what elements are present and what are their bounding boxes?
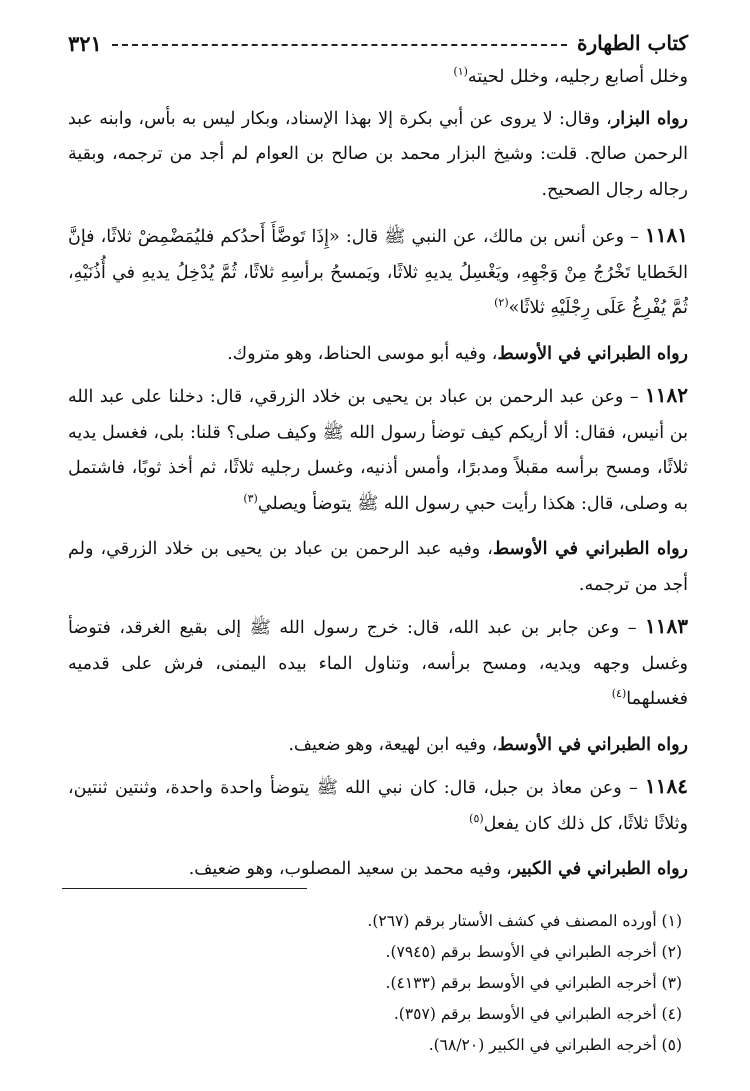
footnote-4: (٤) أخرجه الطبراني في الأوسط برقم (٣٥٧). [393, 1005, 682, 1023]
footnote-2: (٢) أخرجه الطبراني في الأوسط برقم (٧٩٤٥). [385, 943, 682, 961]
hadith-1182 [68, 378, 688, 522]
footnote-ref: (٤) [611, 687, 627, 701]
commentary-text: ، وقال: لا يروى عن أبي بكرة إلا بهذا الإسناد، وبكار ليس به بأس، وابنه عبد الرحمن صالح. قلت: وشيخ البزار محمد بن صالح بن العوام لم أجد من ترجمه، وبقية رجاله رجال الصحيح. [68, 108, 688, 200]
commentary-text: ، وفيه محمد بن سعيد المصلوب، وهو ضعيف. [188, 859, 512, 879]
footnote-5: (٥) أخرجه الطبراني في الكبير (٦٨/٢٠). [428, 1036, 682, 1054]
paragraph-continuation [68, 60, 688, 96]
hadith-number: ١١٨٢ [645, 383, 688, 407]
source-attribution: رواه الطبراني في الأوسط [497, 343, 688, 364]
hadith-text: – وعن معاذ بن جبل، قال: كان نبي الله ﷺ يتوضأ واحدة واحدة، وثنتين ثنتين، وثلاثًا ثلاثًا، كل ذلك كان يفعل [68, 778, 688, 834]
commentary-1183 [68, 728, 688, 764]
footnote-3: (٣) أخرجه الطبراني في الأوسط برقم (٤١٣٣). [385, 974, 682, 992]
commentary-1181 [68, 337, 688, 373]
hadith-number: ١١٨١ [645, 223, 688, 247]
main-text [68, 60, 688, 888]
footnote-1: (١) أورده المصنف في كشف الأستار برقم (٢٦٧). [367, 912, 682, 930]
running-header [68, 26, 688, 60]
chapter-title: كتاب الطهارة [577, 31, 688, 55]
commentary-text: ، وفيه ابن لهيعة، وهو ضعيف. [288, 734, 498, 755]
commentary-1182 [68, 532, 688, 603]
hadith-number: ١١٨٤ [645, 774, 688, 798]
source-attribution: رواه الطبراني في الكبير [511, 859, 688, 879]
footnote-ref: (٢) [494, 296, 509, 310]
footnote-ref: (١) [453, 65, 468, 79]
hadith-text: – وعن أنس بن مالك، عن النبي ﷺ قال: «إِذَا تَوضَّأَ أَحدُكم فليُمَضْمِضْ ثلاثًا، فإنَّ الخَطايا تَخْرُجُ مِنْ وَجْهِهِ، ويَغْسِلُ يديهِ ثلاثًا، ويَمسحُ برأسِهِ ثلاثًا، ثُمَّ يُدْخِلُ يديهِ في أُذُنَيْهِ، ثُمَّ يُفْرِغُ عَلَى رِجْلَيْهِ ثلاثًا» [68, 227, 688, 318]
hadith-1183 [68, 609, 688, 718]
hadith-text: – وعن جابر بن عبد الله، قال: خرج رسول الله ﷺ إلى بقيع الغرقد، فتوضأ وغسل وجهه ويديه، ومسح برأسه، وتناول الماء بيده اليمنى، فرش على قدميه فغسلهما [68, 618, 688, 709]
hadith-text: – وعن عبد الرحمن بن عباد بن يحيى بن خلاد الزرقي، قال: دخلنا على عبد الله بن أنيس، فقال: ألا أريكم كيف توضأ رسول الله ﷺ وكيف صلى؟ قلنا: بلى، فغسل يديه ثلاثًا، ومسح برأسه مقبلاً ومدبرًا، وأمس أذنيه، وغسل رجليه ثلاثًا، ثم أخذ ثوبًا، فاشتمل به وصلى، قال: هكذا رأيت حبي رسول الله ﷺ يتوضأ ويصلي [68, 387, 688, 514]
footnote-ref: (٥) [469, 811, 484, 825]
footnote-ref: (٣) [243, 491, 258, 505]
commentary-text: ، وفيه عبد الرحمن بن عباد بن يحيى بن خلاد الزرقي، ولم أجد من ترجمه. [68, 539, 688, 595]
continuation-text: وخلل أصابع رجليه، وخلل لحيته [467, 67, 688, 87]
header-dashed-rule [112, 44, 567, 46]
page-number: ٣٢١ [68, 30, 102, 56]
hadith-1184 [68, 769, 688, 842]
source-attribution: رواه الطبراني في الأوسط [497, 734, 688, 755]
hadith-1181 [68, 218, 688, 327]
commentary-1184 [68, 852, 688, 888]
source-attribution: رواه البزار [611, 108, 689, 129]
hadith-number: ١١٨٣ [645, 614, 688, 638]
source-attribution: رواه الطبراني في الأوسط [492, 539, 688, 559]
footnote-separator [62, 888, 307, 889]
footnotes [68, 906, 682, 1061]
commentary-paragraph [68, 102, 688, 209]
commentary-text: ، وفيه أبو موسى الحناط، وهو متروك. [227, 343, 498, 364]
